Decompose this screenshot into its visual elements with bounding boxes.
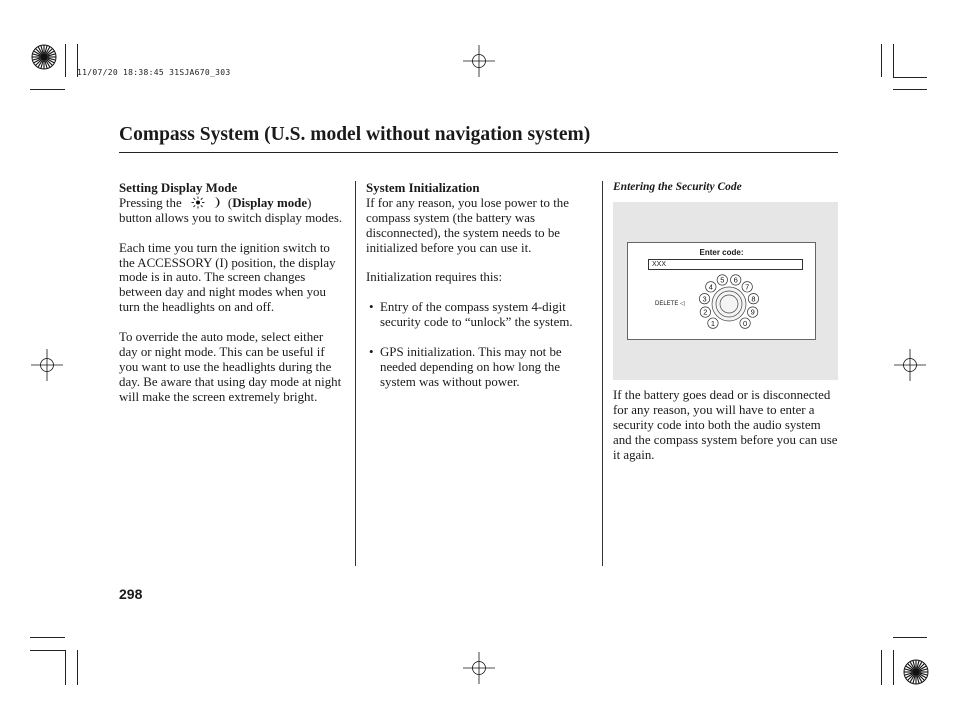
- section-heading: System Initialization: [366, 181, 480, 195]
- dial-digit: 8: [751, 294, 756, 304]
- security-code-screen: [627, 242, 816, 340]
- crop-mark: [65, 44, 66, 77]
- crosshair-icon: [894, 349, 926, 381]
- delete-label: DELETE ◁: [655, 301, 685, 307]
- print-stamp: 11/07/20 18:38:45 31SJA670_303: [77, 68, 231, 77]
- section-heading: Setting Display Mode: [119, 181, 238, 195]
- bullet-item: • Entry of the compass system 4-digit security code to “unlock” the system.: [366, 300, 594, 330]
- sun-icon: [190, 196, 206, 209]
- crosshair-icon: [463, 45, 495, 77]
- dial-digit: 6: [733, 275, 738, 285]
- crop-mark: [65, 650, 66, 685]
- dial-knob-ring: [712, 287, 746, 321]
- paragraph: Each time you turn the ignition switch to the ACCESSORY (I) position, the display mode is in auto. The screen changes between day and night modes when you turn the headlights on and off.: [119, 240, 336, 315]
- bullet-item: • GPS initialization. This may not be needed depending on how long the system was without power.: [366, 345, 594, 390]
- crop-mark: [893, 637, 927, 638]
- column-divider: [355, 181, 356, 566]
- bold-text: Display mode: [232, 195, 308, 210]
- crop-mark: [893, 77, 927, 78]
- paragraph: If for any reason, you lose power to the compass system (the battery was disconnected), the system needs to be initialized before you can use it.: [366, 195, 569, 255]
- dial-digit: 1: [710, 318, 716, 328]
- dial-digit: 7: [745, 282, 750, 292]
- paragraph: If the battery goes dead or is disconnected for any reason, you will have to enter a security code into both the audio system and the compass system before you can use it again.: [613, 388, 838, 462]
- dial-digit: 9: [750, 307, 755, 317]
- text-run: Pressing the: [119, 195, 182, 210]
- crosshair-icon: [463, 652, 495, 684]
- page-number: 298: [119, 586, 143, 602]
- crop-mark: [30, 637, 65, 638]
- code-input-field: XXX: [648, 259, 803, 270]
- tuning-dial-icon: [698, 273, 760, 335]
- column-display-mode: [119, 181, 343, 419]
- text-run: ) button allows you to switch display modes.: [119, 195, 343, 225]
- registration-mark-icon: [902, 658, 930, 686]
- dial-digit: 3: [702, 294, 707, 304]
- crop-mark: [893, 44, 894, 77]
- column-security-code: [613, 388, 841, 477]
- title-rule: [119, 152, 838, 153]
- crop-mark: [30, 650, 65, 651]
- crop-mark: [881, 650, 882, 685]
- dial-digit: 2: [703, 307, 708, 317]
- dial-digit: 5: [720, 275, 725, 285]
- page-title: Compass System (U.S. model without navigation system): [119, 124, 591, 145]
- column-initialization: [366, 181, 594, 405]
- figure-caption: Entering the Security Code: [613, 181, 742, 193]
- column-divider: [602, 181, 603, 566]
- registration-mark-icon: [30, 43, 58, 71]
- crop-mark: [893, 650, 894, 685]
- crop-mark: [881, 44, 882, 77]
- paragraph: Initialization requires this:: [366, 270, 503, 285]
- crosshair-icon: [31, 349, 63, 381]
- paragraph: To override the auto mode, select either day or night mode. This can be useful if you want to use the headlights during the day. Be aware that using day mode at night will make the screen extremely bright.: [119, 330, 342, 404]
- moon-icon: [210, 196, 222, 209]
- dial-digit: 0: [742, 318, 748, 328]
- paragraph: Pressing the (Display mode) button allows you to switch display modes.: [119, 195, 343, 225]
- crop-mark: [893, 89, 927, 90]
- crop-mark: [77, 650, 78, 685]
- enter-code-label: Enter code:: [699, 248, 744, 257]
- dial-digit: 4: [708, 282, 713, 292]
- crop-mark: [30, 89, 65, 90]
